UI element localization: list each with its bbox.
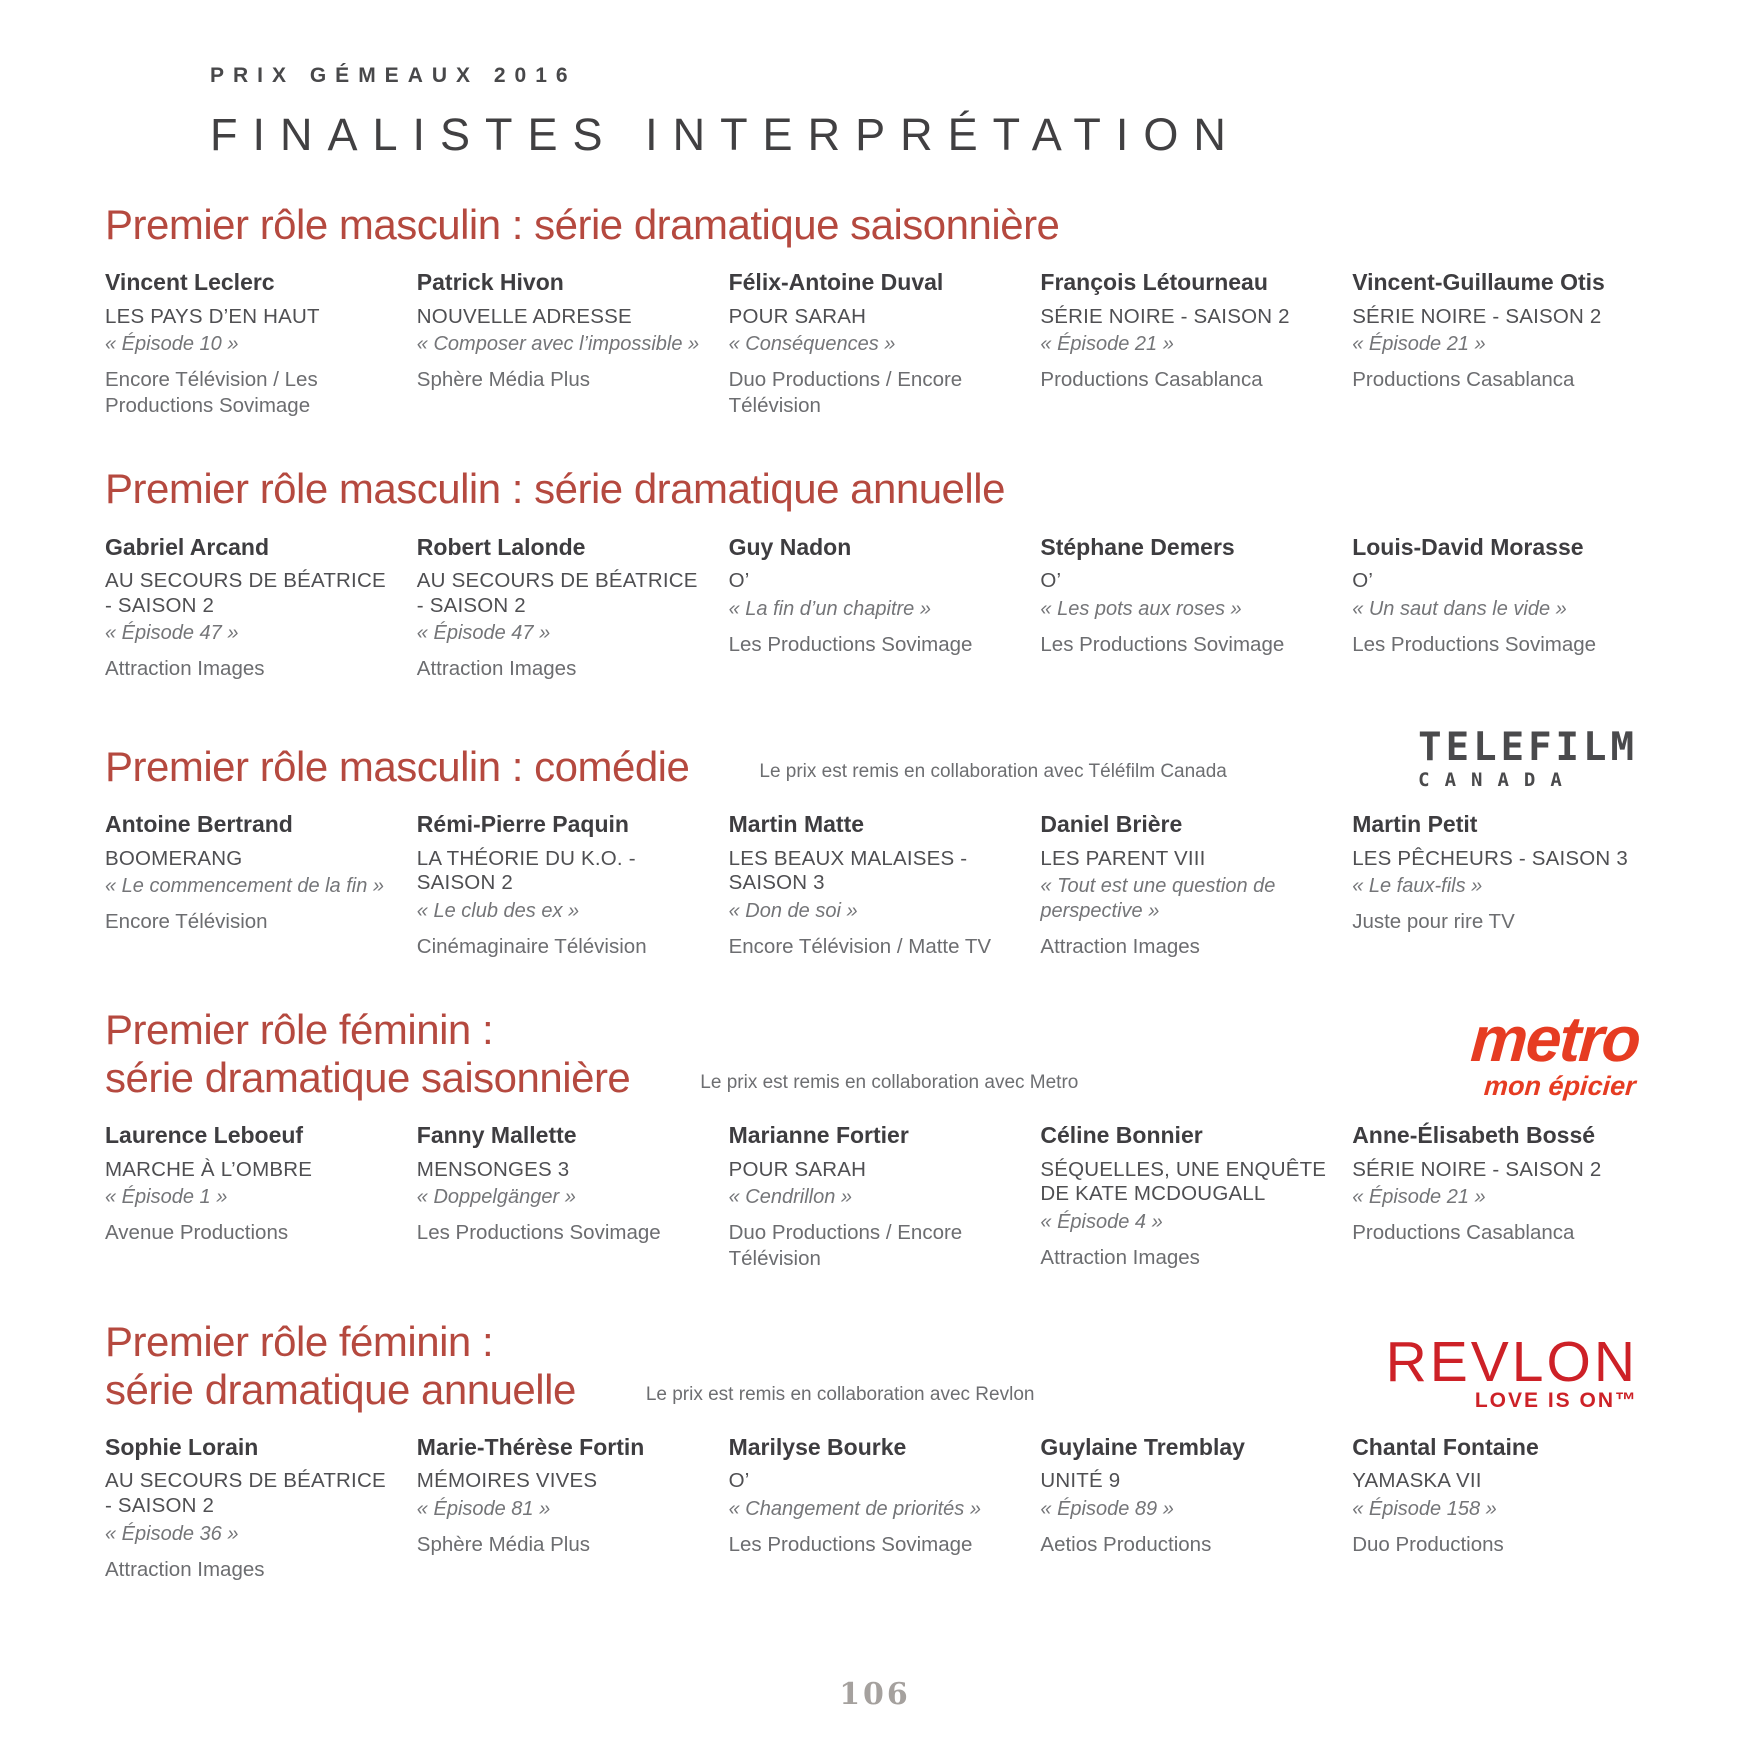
episode-title: « Épisode 10 » [105, 333, 239, 356]
nominee-grid [105, 535, 1638, 683]
section-heading-row [105, 1318, 1638, 1413]
nominee-name: Chantal Fontaine [1352, 1434, 1539, 1461]
nominee-card [729, 535, 1015, 683]
show-title: AU SECOURS DE BÉATRICE - SAISON 2 [105, 569, 386, 617]
nominee-card [1040, 270, 1326, 419]
show-title: POUR SARAH [728, 1157, 867, 1181]
nominee-card [1040, 535, 1326, 683]
show-title: SÉRIE NOIRE - SAISON 2 [1352, 304, 1602, 328]
show-title: SÉRIE NOIRE - SAISON 2 [1040, 304, 1290, 328]
producer-name: Les Productions Sovimage [416, 1221, 661, 1245]
nominee-name: Fanny Mallette [416, 1122, 577, 1149]
section-heading [105, 465, 1005, 512]
nominee-name: Félix-Antoine Duval [728, 269, 944, 296]
nominee-name: Stéphane Demers [1040, 533, 1235, 560]
telefilm-logo-tagline: CANADA [1418, 769, 1577, 792]
episode-title: « Épisode 4 » [1040, 1210, 1163, 1233]
producer-name: Juste pour rire TV [1352, 910, 1515, 934]
episode-title: « Épisode 47 » [416, 622, 551, 645]
section-heading-line: série dramatique saisonnière [105, 1053, 631, 1101]
episode-title: « Conséquences » [728, 333, 896, 356]
collaboration-note: Le prix est remis en collaboration avec Revlon [645, 1384, 1035, 1406]
nominee-card [105, 1435, 391, 1583]
nominee-card [417, 1435, 703, 1583]
nominee-name: Louis-David Morasse [1352, 533, 1584, 560]
episode-title: « Épisode 21 » [1352, 1186, 1486, 1209]
nominee-name: Guylaine Tremblay [1040, 1434, 1245, 1461]
nominee-card [417, 812, 703, 960]
nominee-card [105, 1123, 391, 1272]
producer-name: Attraction Images [105, 1557, 265, 1581]
nominee-name: Sophie Lorain [105, 1434, 259, 1461]
producer-name: Attraction Images [1040, 1245, 1200, 1269]
nominee-name: Anne-Élisabeth Bossé [1352, 1122, 1596, 1149]
telefilm-logo-wordmark: TELEFILM [1418, 725, 1638, 771]
nominee-name: Laurence Leboeuf [105, 1122, 304, 1149]
nominee-name: Antoine Bertrand [105, 811, 293, 838]
producer-name: Duo Productions [1352, 1532, 1504, 1556]
show-title: UNITÉ 9 [1040, 1469, 1121, 1493]
sections [0, 201, 1750, 1583]
nominee-card [1040, 1123, 1326, 1272]
producer-name: Cinémaginaire Télévision [416, 934, 647, 958]
producer-name: Encore Télévision / Les Productions Sovimage [105, 368, 318, 418]
episode-title: « Changement de priorités » [728, 1497, 981, 1520]
producer-name: Sphère Média Plus [416, 368, 591, 392]
nominee-name: Patrick Hivon [416, 269, 564, 296]
episode-title: « Épisode 89 » [1040, 1497, 1174, 1520]
section-heading-line: Premier rôle féminin : [105, 1006, 494, 1054]
nominee-name: Céline Bonnier [1040, 1122, 1203, 1149]
episode-title: « Un saut dans le vide » [1352, 597, 1567, 620]
metro-logo-wordmark: metro [1468, 1002, 1642, 1075]
section-heading-row [105, 201, 1638, 248]
nominee-card [1352, 812, 1638, 960]
revlon-logo-wordmark: REVLON [1385, 1330, 1638, 1395]
producer-name: Les Productions Sovimage [728, 1532, 973, 1556]
nominee-card [105, 812, 391, 960]
section-heading-row [105, 465, 1638, 512]
show-title: O’ [728, 569, 750, 593]
show-title: O’ [1352, 569, 1374, 593]
section-premier-role-masculin-comedie [105, 725, 1638, 960]
show-title: LES PARENT VIII [1040, 846, 1206, 870]
nominee-card [729, 1435, 1015, 1583]
collaboration-note: Le prix est remis en collaboration avec Metro [700, 1072, 1079, 1094]
nominee-name: Marie-Thérèse Fortin [416, 1434, 645, 1461]
section-premier-role-feminin-serie-dramatique-annuelle [105, 1318, 1638, 1582]
episode-title: « Épisode 21 » [1352, 333, 1486, 356]
show-title: LA THÉORIE DU K.O. - SAISON 2 [416, 846, 636, 895]
section-heading [105, 201, 1059, 248]
show-title: MARCHE À L’OMBRE [105, 1157, 313, 1181]
producer-name: Avenue Productions [105, 1221, 289, 1245]
nominee-name: Daniel Brière [1040, 811, 1183, 838]
nominee-grid [105, 270, 1638, 419]
nominee-name: Robert Lalonde [416, 533, 586, 560]
nominee-grid [105, 812, 1638, 960]
metro-logo [1467, 1002, 1642, 1102]
telefilm-logo [1418, 725, 1638, 792]
producer-name: Aetios Productions [1040, 1532, 1212, 1556]
show-title: AU SECOURS DE BÉATRICE - SAISON 2 [105, 1469, 386, 1517]
producer-name: Attraction Images [105, 657, 265, 681]
episode-title: « Épisode 158 » [1352, 1497, 1497, 1520]
episode-title: « Épisode 1 » [105, 1186, 228, 1209]
metro-logo-tagline: mon épicier [1483, 1070, 1638, 1101]
nominee-card [1352, 270, 1638, 419]
nominee-card [729, 1123, 1015, 1272]
section-heading-line: Premier rôle masculin : série dramatique annuelle [105, 465, 1005, 513]
episode-title: « Tout est une question de perspective » [1040, 875, 1276, 923]
show-title: LES PAYS D’EN HAUT [105, 304, 320, 328]
show-title: MÉMOIRES VIVES [416, 1469, 598, 1493]
show-title: YAMASKA VII [1352, 1469, 1482, 1493]
nominee-card [417, 270, 703, 419]
episode-title: « Épisode 81 » [416, 1497, 551, 1520]
show-title: LES BEAUX MALAISES - SAISON 3 [728, 846, 968, 895]
producer-name: Duo Productions / Encore Télévision [728, 368, 963, 418]
page-header [0, 0, 1750, 161]
episode-title: « Épisode 21 » [1040, 333, 1174, 356]
nominee-card [1040, 812, 1326, 960]
nominee-card [417, 535, 703, 683]
show-title: SÉRIE NOIRE - SAISON 2 [1352, 1157, 1602, 1181]
show-title: O’ [728, 1469, 750, 1493]
section-premier-role-masculin-serie-dramatique-saisonniere [105, 201, 1638, 419]
nominee-name: Martin Petit [1352, 811, 1478, 838]
producer-name: Attraction Images [416, 657, 577, 681]
show-title: POUR SARAH [728, 304, 867, 328]
section-heading [105, 743, 689, 790]
nominee-name: Gabriel Arcand [105, 533, 270, 560]
producer-name: Encore Télévision [105, 910, 268, 934]
episode-title: « Cendrillon » [728, 1186, 853, 1209]
nominee-card [1352, 535, 1638, 683]
episode-title: « Les pots aux roses » [1040, 597, 1242, 620]
nominee-card [105, 270, 391, 419]
revlon-logo-tagline: LOVE IS ON™ [1474, 1389, 1638, 1413]
section-heading-line: série dramatique annuelle [105, 1365, 576, 1413]
show-title: BOOMERANG [105, 846, 243, 870]
page-number: 106 [839, 1677, 911, 1712]
show-title: MENSONGES 3 [416, 1157, 570, 1181]
section-heading-line: Premier rôle masculin : comédie [105, 742, 690, 790]
section-heading-row [105, 725, 1638, 792]
section-heading [105, 1318, 576, 1413]
episode-title: « Le faux-fils » [1352, 875, 1483, 898]
collaboration-note: Le prix est remis en collaboration avec Téléfilm Canada [759, 761, 1227, 783]
nominee-card [105, 535, 391, 683]
nominee-name: François Létourneau [1040, 269, 1268, 296]
episode-title: « Composer avec l’impossible » [416, 333, 700, 356]
nominee-name: Marilyse Bourke [728, 1434, 907, 1461]
eyebrow-title: PRIX GÉMEAUX 2016 [210, 64, 577, 87]
producer-name: Attraction Images [1040, 935, 1200, 959]
producer-name: Productions Casablanca [1040, 368, 1263, 392]
section-premier-role-masculin-serie-dramatique-annuelle [105, 465, 1638, 682]
nominee-card [417, 1123, 703, 1272]
episode-title: « Doppelgänger » [416, 1186, 576, 1209]
nominee-grid [105, 1123, 1638, 1272]
section-heading [105, 1006, 630, 1101]
episode-title: « Le commencement de la fin » [105, 875, 385, 898]
nominee-card [729, 270, 1015, 419]
nominee-card [1040, 1435, 1326, 1583]
episode-title: « Épisode 36 » [105, 1522, 239, 1545]
nominee-name: Rémi-Pierre Paquin [416, 811, 629, 838]
producer-name: Productions Casablanca [1352, 1221, 1575, 1245]
nominee-grid [105, 1435, 1638, 1583]
revlon-logo [1385, 1330, 1638, 1413]
nominee-card [729, 812, 1015, 960]
producer-name: Les Productions Sovimage [1040, 632, 1285, 656]
nominee-name: Guy Nadon [728, 533, 852, 560]
producer-name: Sphère Média Plus [416, 1532, 591, 1556]
episode-title: « La fin d’un chapitre » [728, 597, 931, 620]
show-title: NOUVELLE ADRESSE [416, 304, 632, 328]
episode-title: « Épisode 47 » [105, 622, 239, 645]
section-heading-line: Premier rôle masculin : série dramatique saisonnière [105, 201, 1060, 248]
section-heading-line: Premier rôle féminin : [105, 1318, 494, 1366]
page-title: FINALISTES INTERPRÉTATION [210, 109, 1241, 160]
producer-name: Les Productions Sovimage [1352, 632, 1597, 656]
producer-name: Encore Télévision / Matte TV [728, 934, 992, 958]
show-title: AU SECOURS DE BÉATRICE - SAISON 2 [416, 569, 698, 617]
episode-title: « Le club des ex » [416, 899, 580, 922]
nominee-name: Martin Matte [728, 811, 865, 838]
nominee-card [1352, 1435, 1638, 1583]
producer-name: Productions Casablanca [1352, 368, 1575, 392]
nominee-card [1352, 1123, 1638, 1272]
producer-name: Duo Productions / Encore Télévision [728, 1221, 963, 1271]
show-title: SÉQUELLES, UNE ENQUÊTE DE KATE MCDOUGALL [1040, 1157, 1327, 1206]
section-premier-role-feminin-serie-dramatique-saisonniere [105, 1002, 1642, 1272]
nominee-name: Vincent Leclerc [105, 269, 275, 296]
show-title: LES PÊCHEURS - SAISON 3 [1352, 846, 1628, 870]
nominee-name: Vincent-Guillaume Otis [1352, 269, 1605, 296]
section-heading-row [105, 1002, 1642, 1101]
nominee-name: Marianne Fortier [728, 1122, 909, 1149]
producer-name: Les Productions Sovimage [728, 632, 973, 656]
show-title: O’ [1040, 569, 1062, 593]
episode-title: « Don de soi » [728, 899, 858, 922]
